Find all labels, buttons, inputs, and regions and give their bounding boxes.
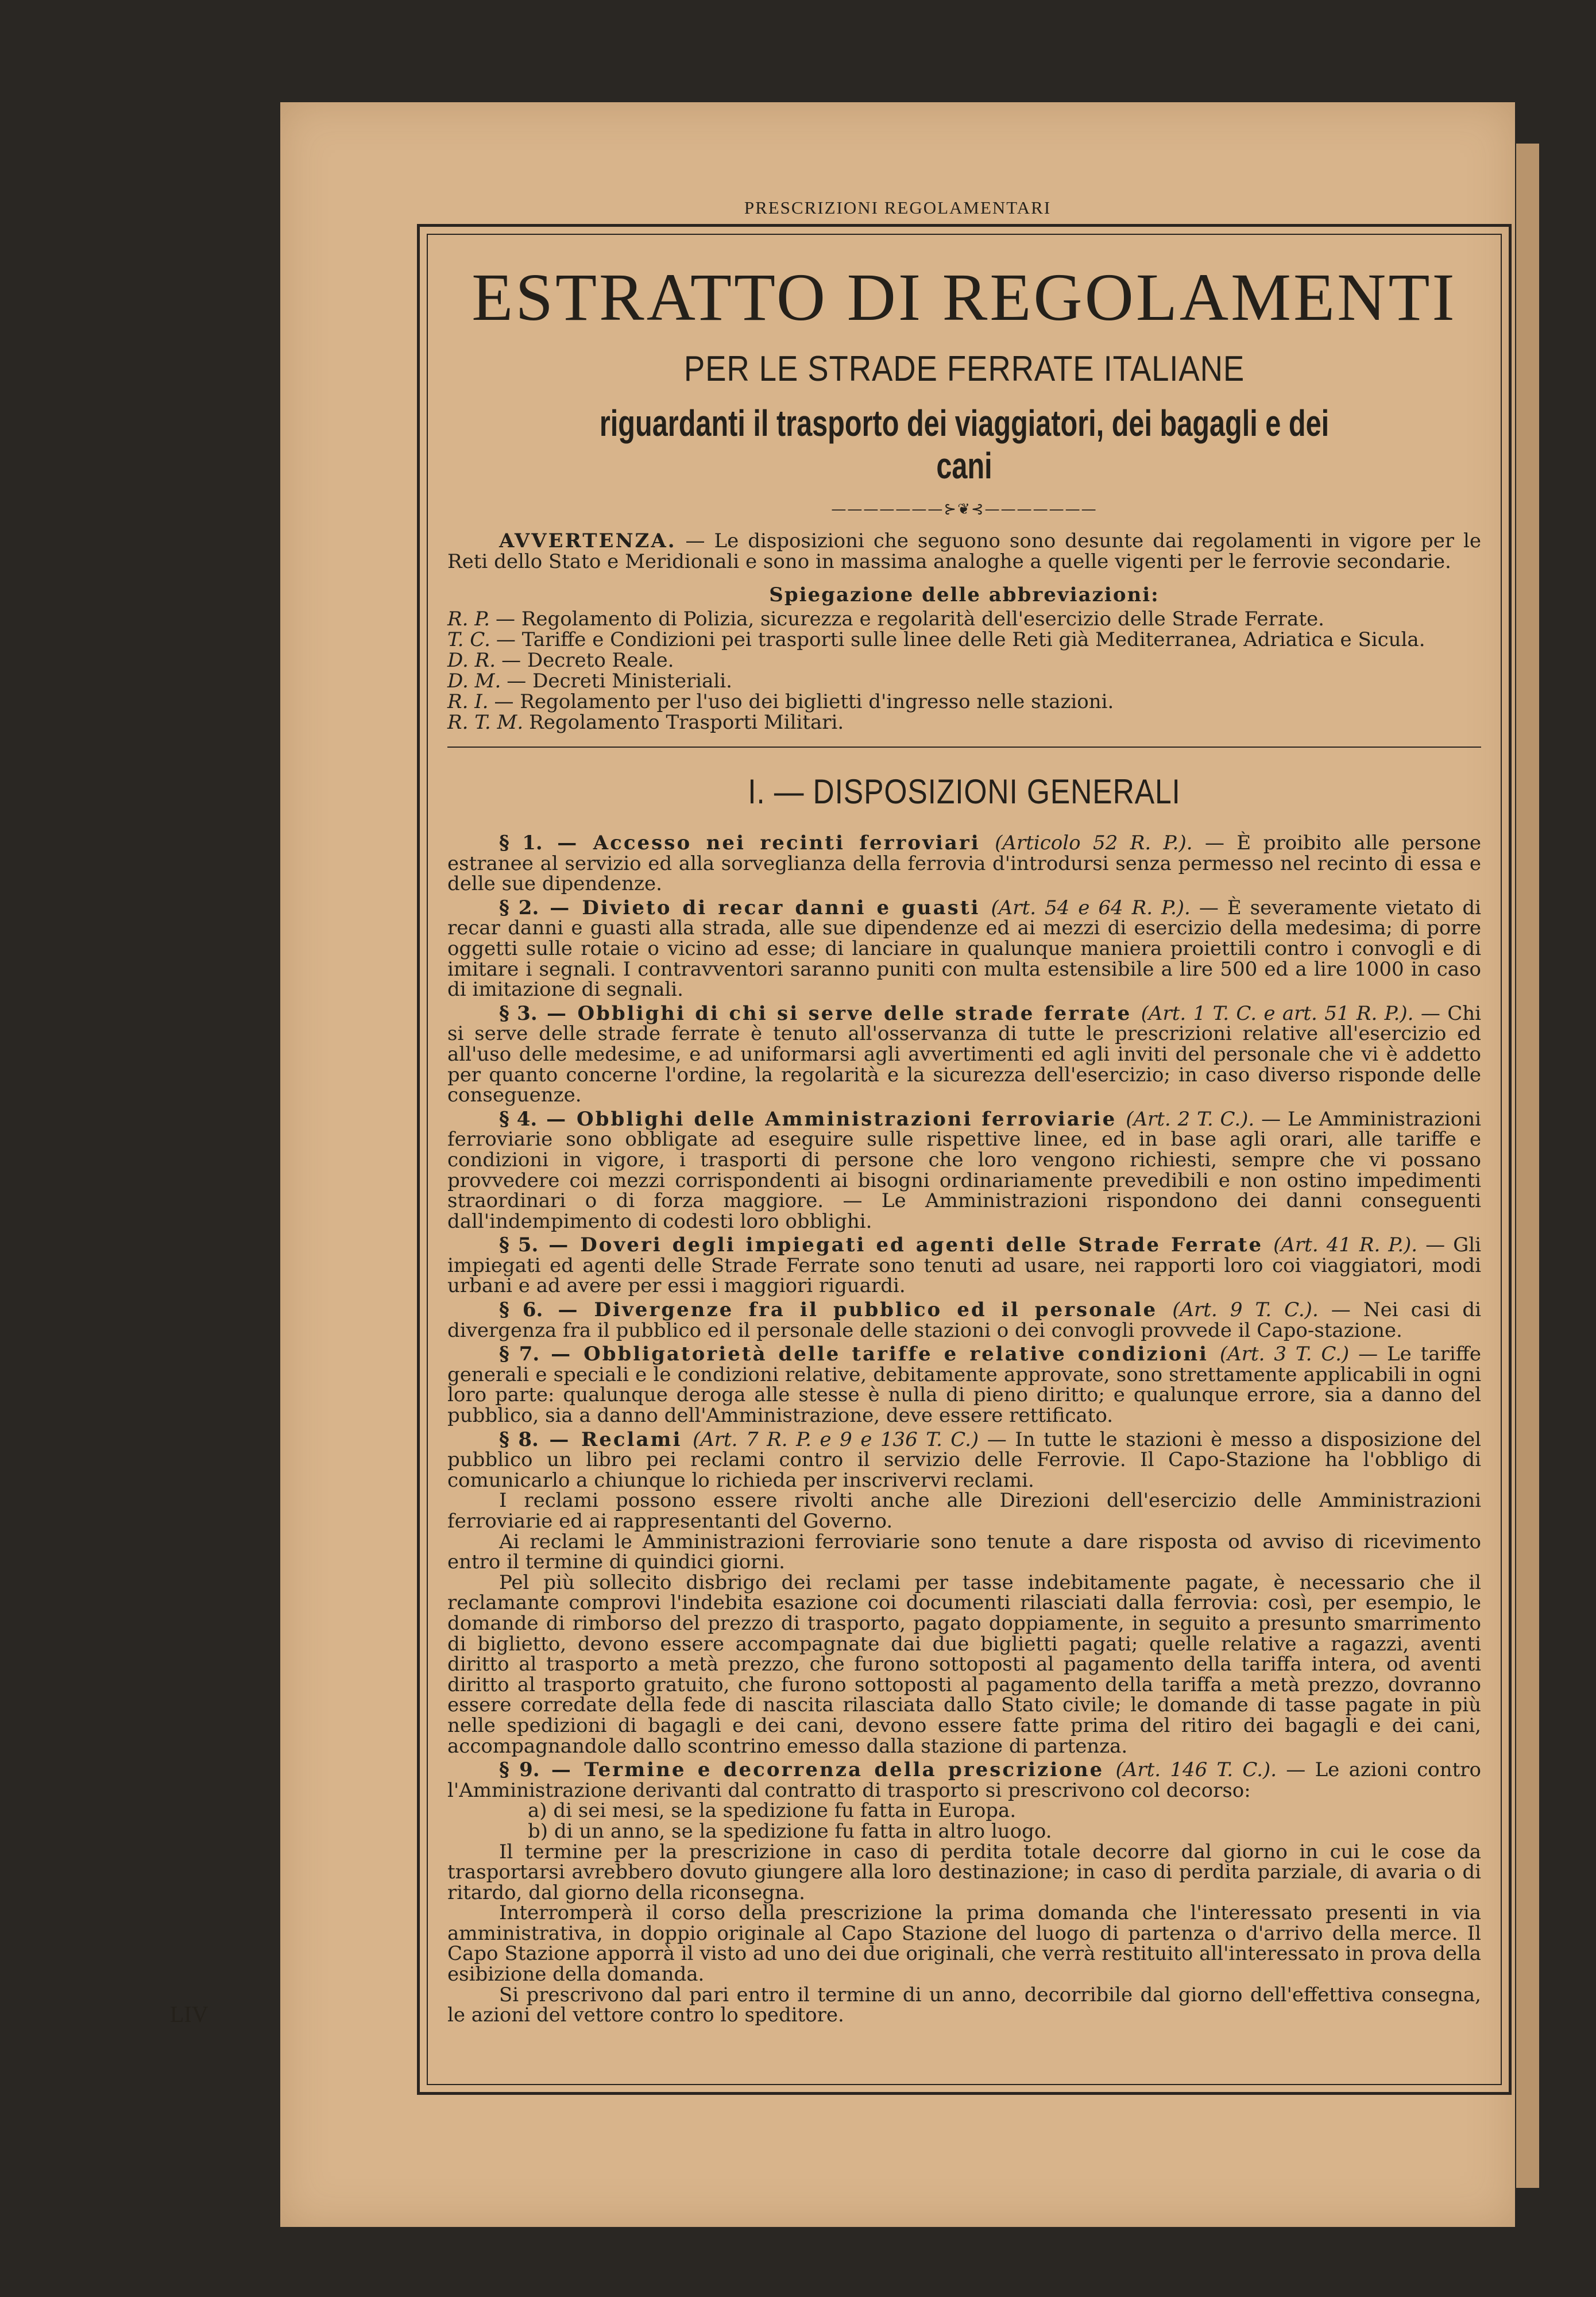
paragraph-number: § 1. (499, 832, 543, 854)
paragraph-number: § 6. (499, 1298, 543, 1322)
paragraph-text: — Chi si serve delle strade ferrate è tenuto all'osservanza di tutte le prescrizioni relative all'esercizio ed all'uso delle medesime, e ad uniformarsi agli avvertimenti ed agli inviti del personale che vi è addetto per quanto concerne l'ordine, la regolarità e la sicurezza dell'esercizio; in caso diverso risponde delle conseguenze. (447, 1001, 1482, 1107)
avvertenza-text: — Le disposizioni che seguono sono desunte dai regolamenti in vigore per le Reti dello Stato e Meridionali e sono in massima analoghe a quelle vigenti per le ferrovie secondarie. (447, 529, 1481, 573)
page-stack-edge (1516, 144, 1539, 2188)
abbreviation-text: — Tariffe e Condizioni pei trasporti sulle linee delle Reti già Mediterranea, Adriatica e Sicula. (496, 628, 1425, 651)
paragraph-heading: — Divergenze fra il pubblico ed il personale (543, 1298, 1173, 1322)
document-title: ESTRATTO DI REGOLAMENTI (472, 260, 1457, 335)
inner-frame (427, 234, 1502, 2085)
paragraph-5 (447, 1235, 1481, 1297)
abbreviations-list (447, 609, 1481, 733)
abbreviation-text: — Regolamento di Polizia, sicurezza e regolarità dell'esercizio delle Strade Ferrate. (496, 608, 1324, 631)
paragraph-text: — Nei casi di divergenza fra il pubblico ed il personale delle stazioni o dei convogli provvede il Capo-stazione. (447, 1298, 1481, 1342)
document-subtitle-2: riguardanti il trasporto dei viaggiatori, dei bagagli e dei cani (599, 403, 1330, 486)
document-page (280, 102, 1515, 2227)
paragraph-9-continuation: Interromperà il corso della prescrizione la prima domanda che l'interessato presenti in via amministrativa, in doppio originale al Capo Stazione del luogo di partenza o d'arrivo della merce. Il Capo Stazione apporrà il visto ad uno dei due originali, che verrà restituito all'interessato in prova della esibizione della domanda. (447, 1901, 1481, 1986)
paragraph-heading: — Doveri degli impiegati ed agenti delle Strade Ferrate (538, 1233, 1274, 1257)
paragraph-7 (447, 1344, 1481, 1426)
abbreviation-item (447, 691, 1481, 712)
document-subtitle: PER LE STRADE FERRATE ITALIANE (683, 349, 1245, 389)
paragraph-8 (447, 1430, 1481, 1491)
paragraph-number: § 4. (499, 1107, 538, 1131)
paragraph-9-continuation: Il termine per la prescrizione in caso di perdita totale decorre dal giorno in cui le cose da trasportarsi avrebbero dovuto giungere alla loro destinazione; in caso di perdita parziale, di avaria o di ritardo, dal giorno della riconsegna. (447, 1840, 1481, 1904)
paragraph-number: § 3. (499, 1001, 538, 1025)
paragraph-heading: — Obblighi di chi si serve delle strade ferrate (537, 1001, 1141, 1025)
abbreviation-key: R. I. (447, 690, 489, 713)
abbreviation-item (447, 671, 1481, 691)
paragraph-reference: (Articolo 52 R. P.). (995, 832, 1193, 854)
paragraph-reference: (Art. 54 e 64 R. P.). (991, 896, 1191, 919)
list-item: b) di un anno, se la spedizione fu fatta in altro luogo. (528, 1819, 1052, 1843)
abbreviation-item (447, 650, 1481, 671)
section-title: I. — DISPOSIZIONI GENERALI (748, 772, 1181, 811)
paragraph-6 (447, 1300, 1481, 1341)
paragraph-number: § 9. (499, 1758, 540, 1782)
abbreviation-key: D. R. (447, 649, 496, 672)
abbreviation-key: R. P. (447, 608, 490, 631)
paragraph-reference: (Art. 41 R. P.). (1273, 1233, 1418, 1257)
abbreviation-item (447, 609, 1481, 629)
paragraph-8-continuation: Ai reclami le Amministrazioni ferroviarie sono tenute a dare risposta od avviso di ricevimento entro il termine di quindici giorni. (447, 1530, 1481, 1574)
paragraph-heading: — Obbligatorietà delle tariffe e relative condizioni (539, 1343, 1220, 1366)
paragraph-number: § 7. (499, 1343, 540, 1366)
paragraph-reference: (Art. 146 T. C.). (1115, 1758, 1277, 1782)
abbreviation-text: — Decreti Ministeriali. (507, 670, 732, 693)
avvertenza-lead: AVVERTENZA. (499, 529, 677, 552)
paragraph-reference: (Art. 9 T. C.). (1172, 1298, 1319, 1322)
paragraph-8-continuation: Pel più sollecito disbrigo dei reclami per tasse indebitamente pagate, è necessario che il reclamante comprovi l'indebita esazione coi documenti rilasciati dalla ferrovia: così, per esempio, le domande di rimborso del prezzo di trasporto, pagato doppiamente, in seguito a presunto smarrimento di biglietto, devono essere accompagnate dai due biglietti pagati; quelle relative a ragazzi, aventi diritto al trasporto a metà prezzo, che furono sottoposti al pagamento della tariffa intera, od aventi diritto al trasporto gratuito, che furono sottoposti al pagamento della tariffa a metà prezzo, dovranno essere corredate della fede di nascita rilasciata dallo Stato civile; le domande di tasse pagate in più nelle spedizioni di bagagli e dei cani, devono essere fatte prima del ritiro dei bagagli e dei cani, accompagnandole dallo scontrino emesso dalla stazione di partenza. (447, 1571, 1481, 1758)
outer-frame (417, 224, 1512, 2095)
paragraph-9-continuation: Si prescrivono dal pari entro il termine di un anno, decorribile dal giorno dell'effettiva consegna, le azioni del vettore contro lo speditore. (447, 1983, 1481, 2027)
paragraph-number: § 5. (499, 1233, 539, 1257)
paragraph-reference: (Art. 7 R. P. e 9 e 136 T. C.) (692, 1428, 979, 1451)
abbreviation-key: D. M. (447, 670, 501, 693)
abbreviation-text: Regolamento Trasporti Militari. (529, 711, 844, 734)
paragraph-text: — Le Amministrazioni ferroviarie sono obbligate ad eseguire sulle rispettive linee, ed in base agli orari, alle tariffe e condizioni in vigore, i trasporti di persone che loro vengono richiesti, sempre che vi possano provvedere coi mezzi corrispondenti ai bisogni ordinariamente prevedibili e non ostino impedimenti straordinari o di forza maggiore. — Le Amministrazioni rispondono dei danni conseguenti dall'indempimento di codesti loro obblighi. (447, 1107, 1481, 1233)
horizontal-rule (447, 747, 1481, 748)
paragraphs (447, 833, 1481, 2026)
paragraph-4 (447, 1109, 1481, 1232)
paragraph-2 (447, 898, 1481, 1000)
paragraph-3 (447, 1001, 1482, 1107)
paragraph-text: — È proibito alle persone estranee al servizio ed alla sorveglianza della ferrovia d'introdursi senza permesso nel recinto di essa e delle sue dipendenze. (447, 832, 1481, 896)
paragraph-text: — Le azioni contro l'Amministrazione derivanti dal contratto di trasporto si prescrivono col decorso: (447, 1758, 1481, 1802)
abbreviation-key: R. T. M. (447, 711, 524, 734)
abbreviation-text: — Decreto Reale. (501, 649, 674, 672)
paragraph-heading: — Reclami (538, 1428, 693, 1451)
page-folio: LIV (170, 2001, 208, 2027)
paragraph-heading: — Obblighi delle Amministrazioni ferroviarie (537, 1107, 1126, 1131)
paragraph-text: — In tutte le stazioni è messo a disposizione del pubblico un libro pei reclami contro il servizio delle Ferrovie. Il Capo-Stazione ha l'obbligo di comunicarlo a chiunque lo richieda per inscrivervi reclami. (447, 1428, 1481, 1492)
paragraph-1 (447, 833, 1481, 895)
avvertenza-block (447, 531, 1481, 572)
paragraph-reference: (Art. 1 T. C. e art. 51 R. P.). (1141, 1001, 1414, 1025)
running-head: PRESCRIZIONI REGOLAMENTARI (744, 198, 1052, 218)
paragraph-heading: — Termine e decorrenza della prescrizione (539, 1758, 1116, 1782)
paragraph-heading: — Accesso nei recinti ferroviari (542, 832, 995, 854)
paragraph-reference: (Art. 3 T. C.) (1219, 1343, 1350, 1366)
paragraph-text: — Le tariffe generali e speciali e le condizioni relative, debitamente approvate, sono strettamente applicabili in ogni loro parte: qualunque deroga alle stesse è nulla di pieno diritto; e qualunque errore, sia a danno del pubblico, sia a danno dell'Amministrazione, deve essere rettificato. (447, 1343, 1481, 1428)
paragraph-9 (447, 1760, 1481, 1801)
paragraph-text: — È severamente vietato di recar danni e guasti alla strada, alle sue dipendenze ed ai mezzi di esercizio della medesima; di porre oggetti sulle rotaie o vicino ad esse; di lanciare in qualunque maniera proiettili contro i convogli e di imitare i segnali. I contravventori saranno puniti con multa estensibile a lire 500 ed a lire 1000 in caso di imitazione di segnali. (447, 896, 1481, 1001)
paragraph-reference: (Art. 2 T. C.). (1126, 1107, 1255, 1131)
paragraph-8-continuation: I reclami possono essere rivolti anche alle Direzioni dell'esercizio delle Amministrazioni ferroviarie ed ai rappresentanti del Governo. (447, 1489, 1481, 1533)
ornament-divider: ———————⊱❦⊰——————— (831, 501, 1098, 518)
list-item: a) di sei mesi, se la spedizione fu fatta in Europa. (528, 1799, 1017, 1823)
abbreviation-item (447, 712, 1481, 733)
abbreviation-item (447, 629, 1481, 650)
abbreviations-heading: Spiegazione delle abbreviazioni: (769, 583, 1160, 606)
paragraph-heading: — Divieto di recar danni e guasti (539, 896, 991, 919)
paragraph-number: § 2. (499, 896, 539, 919)
paragraph-text: — Gli impiegati ed agenti delle Strade Ferrate sono tenuti ad usare, nei rapporti loro coi viaggiatori, modi urbani e ad avere per essi i maggiori riguardi. (447, 1233, 1481, 1298)
abbreviation-key: T. C. (447, 628, 490, 651)
paragraph-number: § 8. (499, 1428, 539, 1451)
abbreviation-text: — Regolamento per l'uso dei biglietti d'ingresso nelle stazioni. (494, 690, 1114, 713)
